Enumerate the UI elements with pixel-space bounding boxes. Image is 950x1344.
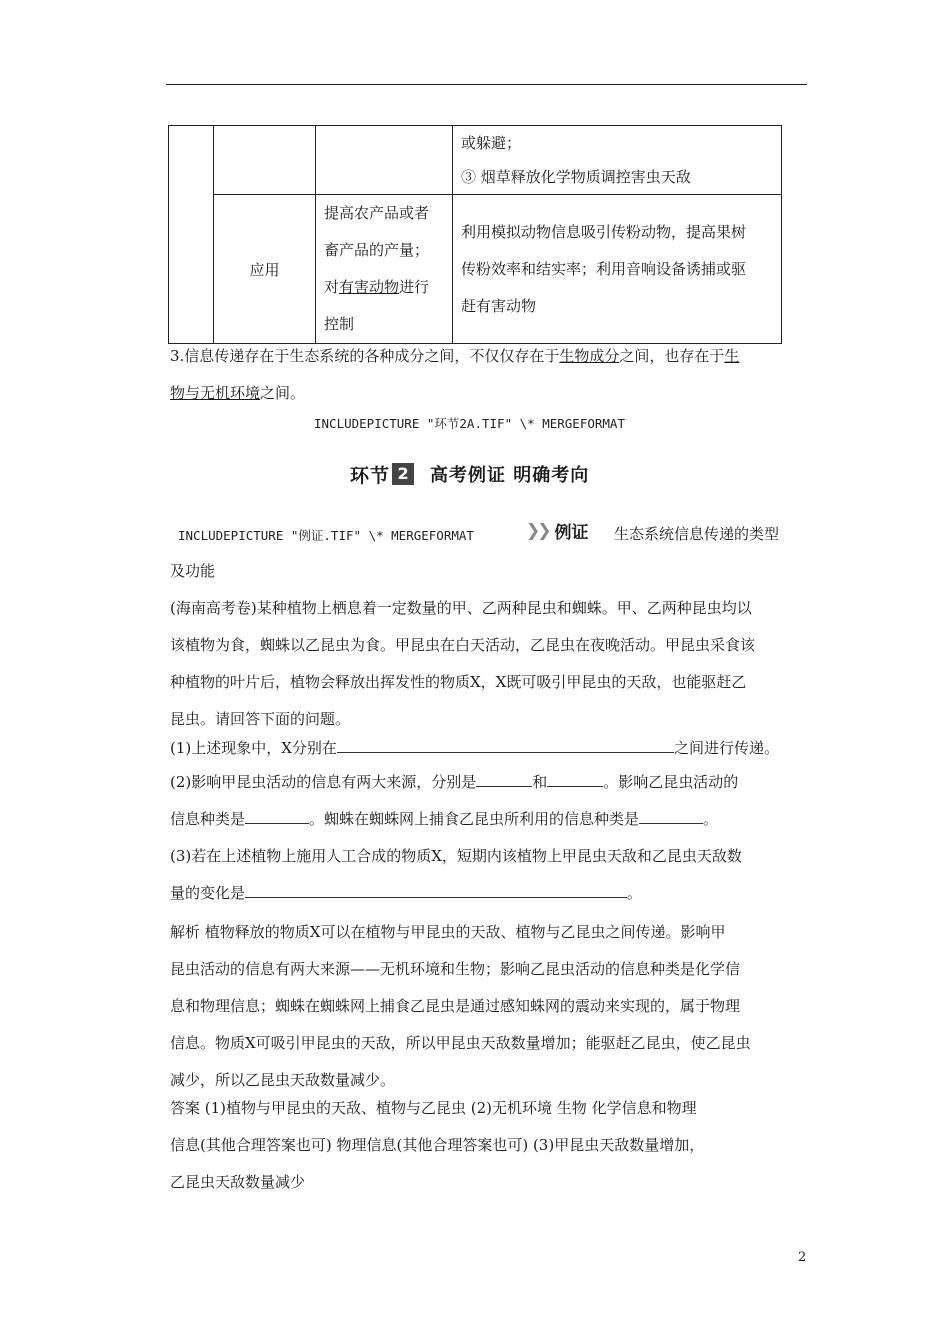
table-cell-category: [169, 126, 214, 344]
example-topic: 生态系统信息传递的类型: [614, 525, 780, 543]
text-line: 解析 植物释放的物质X可以在植物与甲昆虫的天敌、植物与乙昆虫之间传递。影响甲: [170, 923, 726, 941]
answer-blank[interactable]: [245, 803, 309, 824]
text-line: 昆虫活动的信息有两大来源——无机环境和生物；影响乙昆虫活动的信息种类是化学信: [170, 960, 741, 978]
question-2: (2)影响甲昆虫活动的信息有两大来源，分别是 和 。影响乙昆虫活动的 信息种类是 。蜘蛛在蜘蛛网上捕食乙昆虫所利用的信息种类是 。: [170, 764, 808, 838]
point-3-paragraph: 3.信息传递存在于生态系统的各种成分之间，不仅仅存在于生物成分之间，也存在于生 物与无机环境之间。: [170, 347, 740, 402]
underlined-term: 有害动物: [339, 278, 400, 296]
include-picture-field: INCLUDEPICTURE "例证.TIF" \* MERGEFORMAT: [178, 528, 474, 543]
page-number: 2: [798, 1250, 807, 1265]
question-1: (1)上述现象中，X分别在 之间进行传递。: [170, 730, 808, 767]
header-rule: [166, 84, 807, 85]
text-line: 该植物为食，蜘蛛以乙昆虫为食。甲昆虫在白天活动，乙昆虫在夜晚活动。甲昆虫采食该: [170, 636, 756, 654]
table-text: 或躲避；: [461, 134, 522, 152]
underlined-term: 生物成分: [559, 347, 620, 365]
table-text: 对有害动物进行: [324, 278, 430, 296]
table-row: [169, 126, 782, 195]
text-line: (海南高考卷)某种植物上栖息着一定数量的甲、乙两种昆虫和蜘蛛。甲、乙两种昆虫均以: [170, 599, 752, 617]
table-cell-examples: [453, 126, 782, 195]
application-label: 应用: [249, 260, 280, 279]
text-line: 信息(其他合理答案也可) 物理信息(其他合理答案也可) (3)甲昆虫天敌数量增加，: [170, 1136, 705, 1154]
answer-blank[interactable]: [337, 732, 674, 753]
text-line: 种植物的叶片后，植物会释放出挥发性的物质X，X既可吸引甲昆虫的天敌，也能驱赶乙: [170, 673, 747, 691]
table-row: [169, 195, 782, 344]
question-3: (3)若在上述植物上施用人工合成的物质X，短期内该植物上甲昆虫天敌和乙昆虫天敌数 量的变化是 。: [170, 847, 742, 902]
table-cell-significance: [316, 126, 453, 195]
table-cell-examples: [453, 195, 782, 344]
text-line: 信息。物质X可吸引甲昆虫的天敌，所以甲昆虫天敌数量增加；能驱赶乙昆虫，使乙昆虫: [170, 1034, 751, 1052]
text-line: 乙昆虫天敌数量减少: [170, 1173, 306, 1191]
info-transfer-table: [168, 125, 782, 344]
table-text: 提高农产品或者: [324, 204, 430, 222]
text-line: 昆虫。请回答下面的问题。: [170, 710, 351, 728]
table-cell-significance: [316, 195, 453, 344]
section-heading: [350, 458, 589, 490]
question-stem: [170, 590, 808, 738]
example-topic-cont: 及功能: [170, 562, 216, 580]
analysis-paragraph: [170, 914, 808, 1099]
table-text: 赶有害动物: [461, 296, 537, 315]
answer-paragraph: [170, 1090, 808, 1201]
section-title: 高考例证 明确考向: [430, 465, 590, 486]
table-cell-label: [214, 126, 316, 195]
example-label: 例证: [554, 523, 589, 543]
answer-blank[interactable]: [547, 766, 603, 787]
underlined-term: 物与无机环境: [170, 384, 261, 402]
answer-blank[interactable]: [245, 877, 627, 898]
answer-blank[interactable]: [476, 766, 532, 787]
example-badge: [526, 518, 589, 543]
double-chevron-icon: ❯❯: [526, 520, 549, 541]
answer-blank[interactable]: [639, 803, 703, 824]
table-cell-label: [214, 195, 316, 344]
section-label: 环节: [350, 464, 391, 487]
table-text: 利用模拟动物信息吸引传粉动物，提高果树: [461, 222, 747, 241]
table-text: 畜产品的产量；: [324, 241, 430, 259]
table-text: 控制: [324, 315, 355, 333]
section-number-badge: 2: [392, 463, 414, 485]
include-picture-field: INCLUDEPICTURE "环节2A.TIF" \* MERGEFORMAT: [314, 416, 625, 431]
table-text: ③ 烟草释放化学物质调控害虫天敌: [461, 168, 691, 186]
text-line: 减少，所以乙昆虫天敌数量减少。: [170, 1071, 396, 1089]
text-line: 息和物理信息；蜘蛛在蜘蛛网上捕食乙昆虫是通过感知蛛网的震动来实现的，属于物理: [170, 997, 741, 1015]
table-text: 传粉效率和结实率；利用音响设备诱捕或驱: [461, 259, 747, 278]
underlined-term: 生: [724, 347, 740, 365]
text-line: 答案 (1)植物与甲昆虫的天敌、植物与乙昆虫 (2)无机环境 生物 化学信息和物理: [170, 1099, 697, 1117]
